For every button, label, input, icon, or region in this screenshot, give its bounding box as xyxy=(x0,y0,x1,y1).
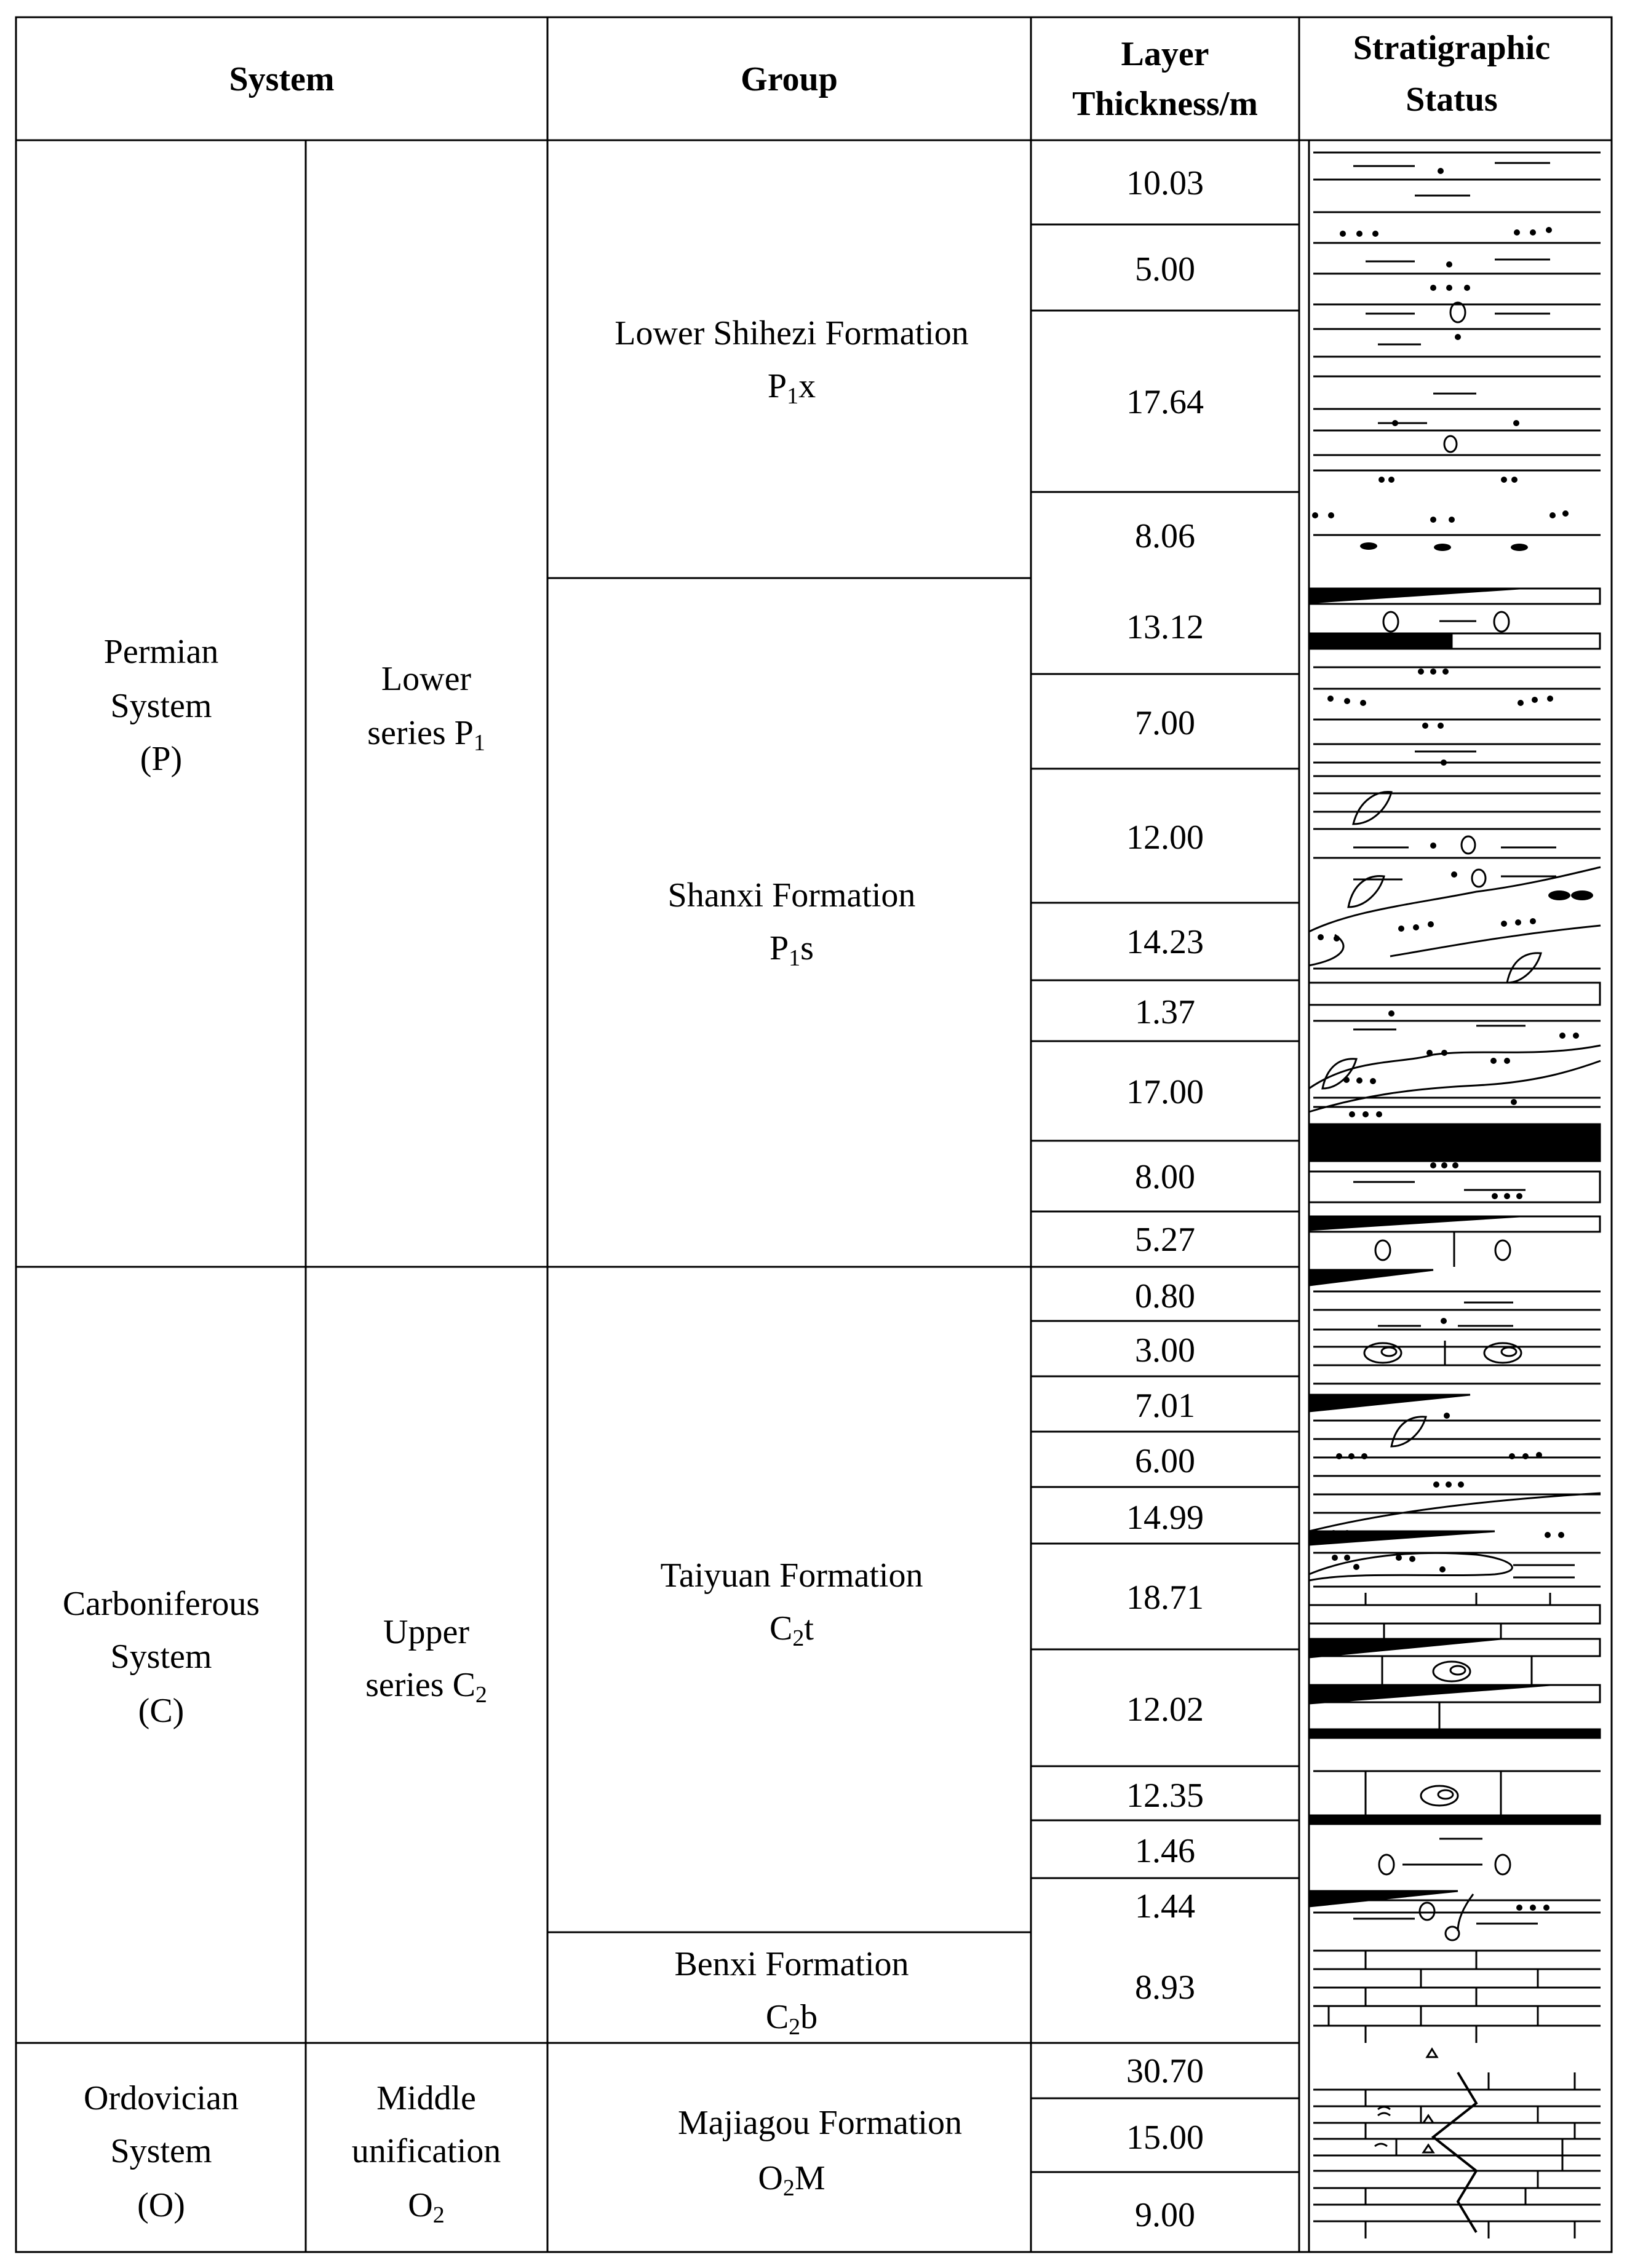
series-word: Middle xyxy=(376,2079,476,2117)
series-word: Lower xyxy=(381,660,472,698)
system-name: Ordovician xyxy=(84,2079,239,2117)
thickness-value: 30.70 xyxy=(1126,2052,1204,2090)
thickness-value: 8.00 xyxy=(1135,1158,1195,1196)
group-code: C2t xyxy=(770,1609,814,1651)
thickness-value: 18.71 xyxy=(1126,1579,1204,1617)
series-upper-c2 xyxy=(365,1613,487,1708)
header-status-line2: Status xyxy=(1406,81,1498,119)
header-thickness-line1: Layer xyxy=(1121,35,1209,73)
thickness-value: 13.12 xyxy=(1126,608,1204,646)
thickness-column xyxy=(1126,164,1204,2234)
thickness-value: 5.00 xyxy=(1135,250,1195,288)
header-group: Group xyxy=(741,60,838,98)
thickness-value: 7.01 xyxy=(1135,1387,1195,1425)
group-code: P1x xyxy=(767,367,816,409)
limestone-pattern xyxy=(1313,1951,1601,2043)
system-code: (C) xyxy=(138,1692,185,1730)
shale-pattern xyxy=(1309,1291,1601,1931)
series-word: unification xyxy=(351,2132,501,2170)
group-name: Majiagou Formation xyxy=(678,2104,962,2142)
group-name: Taiyuan Formation xyxy=(660,1556,923,1595)
sand-dots xyxy=(1312,168,1569,551)
system-carboniferous xyxy=(63,1585,260,1730)
system-code: (P) xyxy=(140,740,183,778)
group-column xyxy=(615,314,968,2201)
group-code: O2M xyxy=(758,2159,825,2201)
thickness-value: 1.46 xyxy=(1135,1832,1195,1870)
system-label: System xyxy=(110,687,212,725)
series-code: O2 xyxy=(408,2186,445,2228)
series-middle-o2 xyxy=(352,2079,501,2228)
header-thickness-line2: Thickness/m xyxy=(1072,85,1258,123)
thickness-value: 14.23 xyxy=(1126,923,1204,961)
coal-seam xyxy=(1309,589,1600,649)
header-system: System xyxy=(229,60,335,98)
thickness-value: 15.00 xyxy=(1126,2119,1204,2157)
thickness-value: 12.35 xyxy=(1126,1777,1204,1815)
sand-dots xyxy=(1430,1162,1522,1199)
thickness-value: 12.02 xyxy=(1126,1691,1204,1729)
thickness-value: 8.93 xyxy=(1135,1969,1195,2007)
system-label: System xyxy=(110,1638,212,1676)
group-benxi xyxy=(674,1945,909,2040)
thickness-value: 5.27 xyxy=(1135,1221,1195,1259)
thickness-value: 17.00 xyxy=(1126,1073,1204,1111)
thickness-value: 10.03 xyxy=(1126,164,1204,202)
thickness-value: 1.44 xyxy=(1135,1887,1195,1925)
group-name: Shanxi Formation xyxy=(667,876,916,914)
series-column xyxy=(352,660,501,2228)
thickness-value: 9.00 xyxy=(1135,2196,1195,2234)
system-code: (O) xyxy=(137,2186,185,2224)
lithology-column xyxy=(1309,140,1601,2252)
shale-pattern xyxy=(1313,153,1601,535)
thickness-value: 17.64 xyxy=(1126,383,1204,421)
thickness-value: 7.00 xyxy=(1135,704,1195,742)
thickness-value: 1.37 xyxy=(1135,993,1195,1031)
system-name: Carboniferous xyxy=(62,1585,260,1623)
thickness-value: 0.80 xyxy=(1135,1277,1195,1315)
group-code: P1s xyxy=(770,929,814,971)
table-header xyxy=(229,29,1550,123)
thickness-value: 8.06 xyxy=(1135,517,1195,555)
header-status-line1: Stratigraphic xyxy=(1353,29,1551,67)
sand-dots xyxy=(1318,668,1593,1117)
series-word: Upper xyxy=(383,1613,469,1651)
group-majiagou xyxy=(678,2104,962,2201)
series-code: series P1 xyxy=(367,714,485,756)
system-label: System xyxy=(110,2132,212,2170)
group-code: C2b xyxy=(765,1998,818,2040)
thickness-value: 6.00 xyxy=(1135,1442,1195,1480)
series-lower-p1 xyxy=(367,660,485,756)
group-lower-shihezi xyxy=(615,314,968,409)
thickness-value: 12.00 xyxy=(1126,819,1204,857)
coal-seam xyxy=(1309,1124,1600,1267)
group-shanxi xyxy=(668,876,916,971)
shale-pattern xyxy=(1309,621,1601,1112)
thickness-value: 14.99 xyxy=(1126,1499,1204,1537)
system-name: Permian xyxy=(103,633,219,671)
system-permian xyxy=(104,633,219,778)
system-ordovician xyxy=(84,2079,239,2224)
limestone-pattern xyxy=(1313,2049,1601,2238)
thickness-value: 3.00 xyxy=(1135,1331,1195,1370)
series-code: series C2 xyxy=(365,1666,487,1708)
group-name: Lower Shihezi Formation xyxy=(615,314,969,352)
group-taiyuan xyxy=(661,1556,923,1651)
group-name: Benxi Formation xyxy=(674,1945,909,1983)
system-column xyxy=(63,633,260,2224)
